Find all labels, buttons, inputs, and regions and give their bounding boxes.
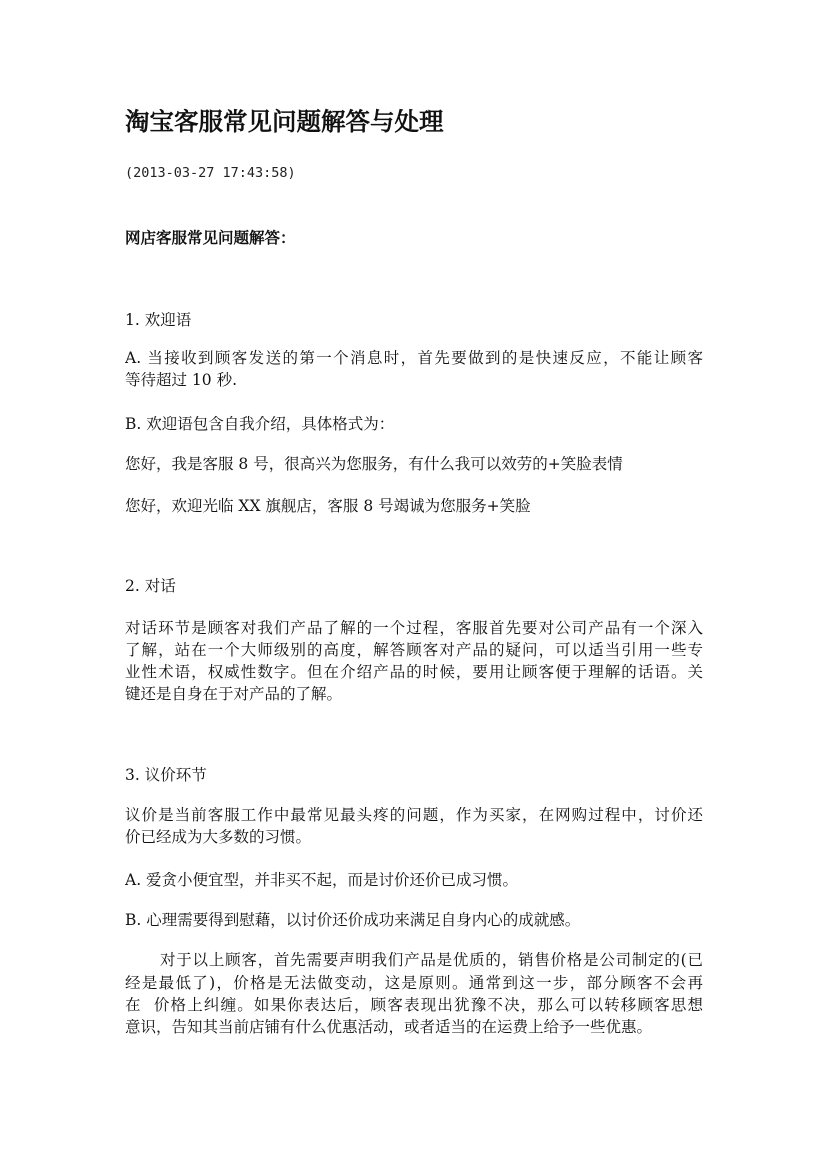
section-3-paragraph-line-4: 意识，告知其当前店铺有什么优惠活动，或者适当的在运费上给予一些优惠。 bbox=[125, 1018, 653, 1036]
section-1-item-b: B. 欢迎语包含自我介绍，具体格式为： bbox=[125, 415, 395, 433]
publish-date: (2013-03-27 17:43:58) bbox=[125, 165, 296, 181]
section-2-paragraph-line-1: 对话环节是顾客对我们产品了解的一个过程，客服首先要对公司产品有一个深入 bbox=[125, 619, 703, 637]
section-3-paragraph-line-2: 经是最低了)，价格是无法做变动，这是原则。通常到这一步，部分顾客不会再 bbox=[125, 974, 703, 992]
section-3-intro-line-2: 价已经成为大多数的习惯。 bbox=[125, 828, 312, 846]
section-1-item-a-line-2: 等待超过 10 秒. bbox=[125, 371, 238, 389]
section-2-heading: 2. 对话 bbox=[125, 577, 176, 595]
section-1-example-2: 您好，欢迎光临 XX 旗舰店，客服 8 号竭诚为您服务+笑脸 bbox=[125, 497, 531, 515]
document-title: 淘宝客服常见问题解答与处理 bbox=[125, 107, 444, 136]
section-3-intro-line-1: 议价是当前客服工作中最常见最头疼的问题，作为买家，在网购过程中，讨价还 bbox=[125, 806, 703, 824]
section-1-item-a-line-1: A. 当接收到顾客发送的第一个消息时，首先要做到的是快速反应，不能让顾客 bbox=[125, 349, 703, 367]
section-2-paragraph-line-2: 了解，站在一个大师级别的高度，解答顾客对产品的疑问，可以适当引用一些专 bbox=[125, 641, 703, 659]
section-3-paragraph-line-3: 在 价格上纠缠。如果你表达后，顾客表现出犹豫不决，那么可以转移顾客思想 bbox=[125, 996, 703, 1014]
section-3-item-a: A. 爱贪小便宜型，并非买不起，而是讨价还价已成习惯。 bbox=[125, 871, 519, 889]
section-2-paragraph-line-3: 业性术语，权威性数字。但在介绍产品的时候，要用让顾客便于理解的话语。关 bbox=[125, 663, 703, 681]
section-3-item-b: B. 心理需要得到慰藉，以讨价还价成功来满足自身内心的成就感。 bbox=[125, 911, 581, 929]
section-2-paragraph-line-4: 键还是自身在于对产品的了解。 bbox=[125, 685, 343, 703]
section-1-example-1: 您好，我是客服 8 号，很高兴为您服务，有什么我可以效劳的+笑脸表情 bbox=[125, 455, 623, 473]
section-subtitle: 网店客服常见问题解答： bbox=[125, 228, 296, 247]
section-1-heading: 1. 欢迎语 bbox=[125, 311, 192, 329]
section-3-paragraph-line-1: 对于以上顾客，首先需要声明我们产品是优质的，销售价格是公司制定的(已 bbox=[160, 951, 703, 969]
section-3-heading: 3. 议价环节 bbox=[125, 766, 207, 784]
